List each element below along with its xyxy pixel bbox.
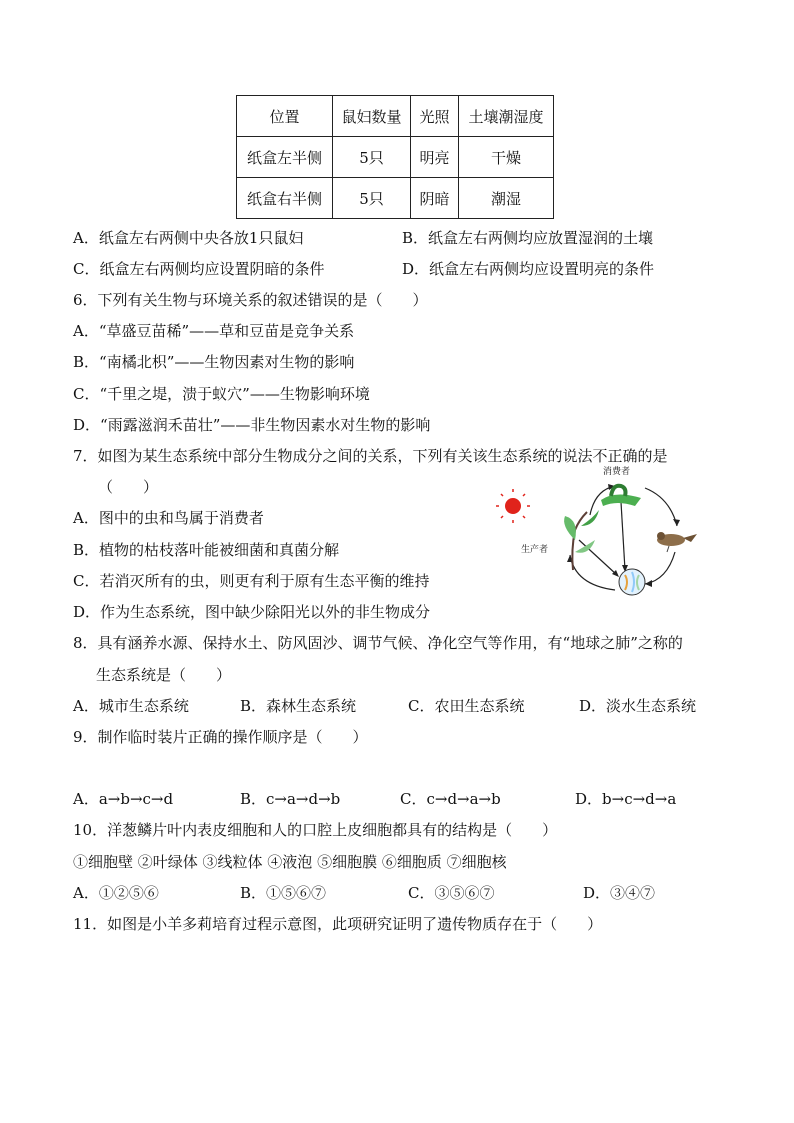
q6-option-a[interactable]: A．“草盛豆苗稀”——草和豆苗是竞争关系	[73, 322, 355, 340]
q10-option-a[interactable]: A．①②⑤⑥	[73, 884, 159, 902]
decomposer-icon	[619, 569, 645, 595]
table-header-cell: 光照	[411, 96, 459, 137]
q9-option-b[interactable]: B．c→a→d→b	[240, 790, 341, 808]
table-cell: 明亮	[411, 137, 459, 178]
producer-label: 生产者	[521, 545, 549, 555]
q7-option-a[interactable]: A．图中的虫和鸟属于消费者	[73, 509, 264, 527]
q8-option-c[interactable]: C．农田生态系统	[408, 697, 525, 715]
experiment-table	[236, 95, 554, 219]
q6-stem: 6．下列有关生物与环境关系的叙述错误的是（ ）	[73, 291, 428, 309]
table-header-row	[237, 96, 554, 137]
q9-option-c[interactable]: C．c→d→a→b	[400, 790, 501, 808]
q5-option-d[interactable]: D．纸盒左右两侧均应设置明亮的条件	[402, 260, 655, 278]
q8-option-a[interactable]: A．城市生态系统	[73, 697, 189, 715]
table-header-cell: 土壤潮湿度	[459, 96, 554, 137]
consumer-label: 消费者	[603, 467, 631, 477]
table-cell: 纸盒左半侧	[237, 137, 333, 178]
arrow-decomposer-to-producer	[570, 555, 615, 590]
arrow-plant-to-decomposer	[579, 540, 617, 575]
q8-option-d[interactable]: D．淡水生态系统	[579, 697, 697, 715]
q7-option-c[interactable]: C．若消灭所有的虫，则更有利于原有生态平衡的维持	[73, 572, 430, 590]
q11-stem: 11．如图是小羊多莉培育过程示意图，此项研究证明了遗传物质存在于（ ）	[73, 915, 603, 933]
arrow-bird-to-decomposer	[645, 552, 675, 584]
q9-stem: 9．制作临时装片正确的操作顺序是（ ）	[73, 728, 368, 746]
q7-stem-continued: （ ）	[98, 478, 159, 496]
table-cell: 5只	[333, 178, 411, 219]
q5-option-a[interactable]: A．纸盒左右两侧中央各放1只鼠妇	[73, 229, 304, 247]
table-header-cell: 位置	[237, 96, 333, 137]
q6-option-d[interactable]: D．“雨露滋润禾苗壮”——非生物因素水对生物的影响	[73, 416, 431, 434]
table-cell: 阴暗	[411, 178, 459, 219]
q8-stem: 8．具有涵养水源、保持水土、防风固沙、调节气候、净化空气等作用，有“地球之肺”之称的	[73, 634, 683, 652]
q8-option-b[interactable]: B．森林生态系统	[240, 697, 357, 715]
q10-option-d[interactable]: D．③④⑦	[583, 884, 656, 902]
q7-stem: 7．如图为某生态系统中部分生物成分之间的关系，下列有关该生态系统的说法不正确的是	[73, 447, 668, 465]
q9-option-d[interactable]: D．b→c→d→a	[575, 790, 677, 808]
arrow-insect-to-decomposer	[621, 502, 625, 570]
q6-option-b[interactable]: B．“南橘北枳”——生物因素对生物的影响	[73, 353, 355, 371]
q10-option-c[interactable]: C．③⑤⑥⑦	[408, 884, 495, 902]
q7-option-d[interactable]: D．作为生态系统，图中缺少除阳光以外的非生物成分	[73, 603, 431, 621]
q10-structure-list: ①细胞壁 ②叶绿体 ③线粒体 ④液泡 ⑤细胞膜 ⑥细胞质 ⑦细胞核	[73, 853, 507, 871]
ecosystem-figure	[495, 460, 710, 610]
table-row	[237, 137, 554, 178]
arrow-insect-to-bird	[645, 488, 677, 526]
q10-option-b[interactable]: B．①⑤⑥⑦	[240, 884, 327, 902]
q6-option-c[interactable]: C．“千里之堤，溃于蚁穴”——生物影响环境	[73, 385, 370, 403]
q10-stem: 10．洋葱鳞片叶内表皮细胞和人的口腔上皮细胞都具有的结构是（ ）	[73, 821, 558, 839]
q5-option-b[interactable]: B．纸盒左右两侧均应放置湿润的土壤	[402, 229, 654, 247]
table-row	[237, 178, 554, 219]
q8-stem-continued: 生态系统是（ ）	[96, 666, 232, 684]
table-cell: 潮湿	[459, 178, 554, 219]
table-header-cell: 鼠妇数量	[333, 96, 411, 137]
q9-option-a[interactable]: A．a→b→c→d	[73, 790, 174, 808]
q7-option-b[interactable]: B．植物的枯枝落叶能被细菌和真菌分解	[73, 541, 340, 559]
table-cell: 干燥	[459, 137, 554, 178]
bird-icon	[657, 532, 697, 552]
table-cell: 5只	[333, 137, 411, 178]
q5-option-c[interactable]: C．纸盒左右两侧均应设置阴暗的条件	[73, 260, 325, 278]
sun-icon	[505, 498, 521, 514]
table-cell: 纸盒右半侧	[237, 178, 333, 219]
